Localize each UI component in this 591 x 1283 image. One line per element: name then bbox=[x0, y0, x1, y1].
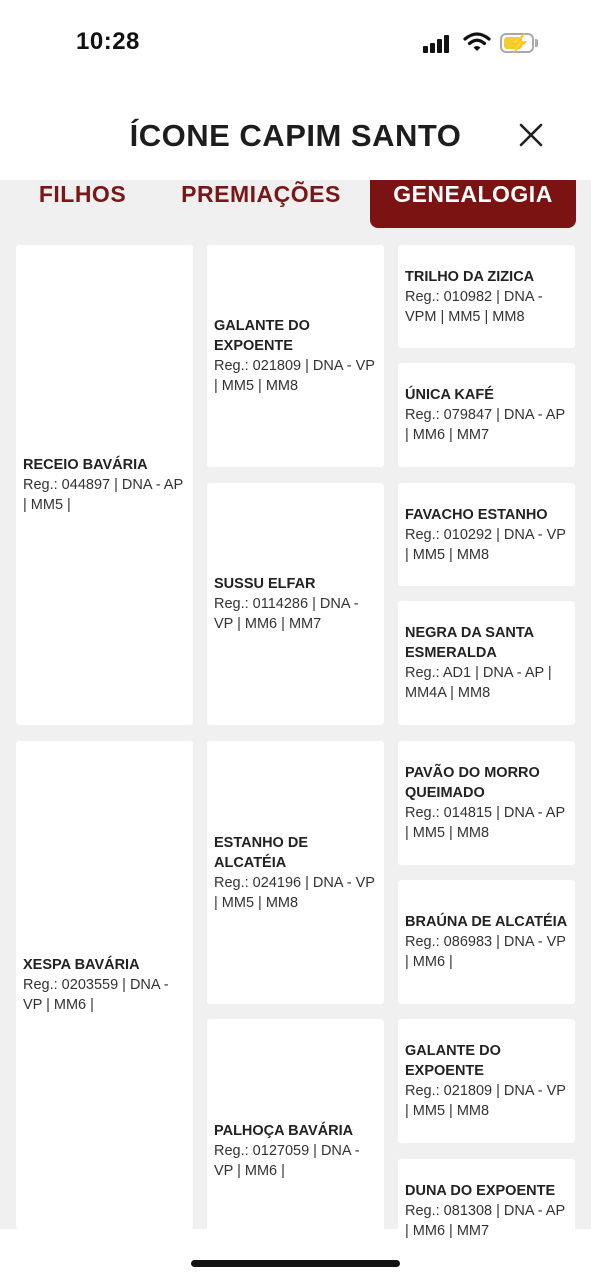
animal-name: PALHOÇA BAVÁRIA bbox=[214, 1122, 354, 1139]
animal-registry: Reg.: 0203559 | DNA - VP | MM6 | bbox=[23, 977, 169, 1013]
pedigree-card-great-grandparent[interactable] bbox=[398, 245, 575, 348]
pedigree-card-parent[interactable] bbox=[16, 245, 193, 725]
animal-registry: Reg.: 079847 | DNA - AP | MM6 | MM7 bbox=[405, 407, 565, 443]
animal-name: ESTANHO DE ALCATÉIA bbox=[214, 834, 308, 871]
pedigree-card-great-grandparent[interactable] bbox=[398, 483, 575, 586]
animal-name: RECEIO BAVÁRIA bbox=[23, 457, 148, 473]
signal-icon bbox=[423, 35, 453, 53]
animal-name: FAVACHO ESTANHO bbox=[405, 506, 548, 523]
modal-header bbox=[0, 90, 591, 182]
wifi-icon bbox=[463, 31, 491, 53]
animal-registry: Reg.: 010982 | DNA - VPM | MM5 | MM8 bbox=[405, 288, 543, 325]
tab-bar bbox=[0, 180, 591, 233]
status-time: 10:28 bbox=[76, 28, 140, 55]
animal-registry: Reg.: 021809 | DNA - VP | MM5 | MM8 bbox=[214, 358, 375, 394]
pedigree-card-great-grandparent[interactable] bbox=[398, 741, 575, 865]
animal-name: XESPA BAVÁRIA bbox=[23, 957, 140, 973]
animal-name: DUNA DO EXPOENTE bbox=[405, 1183, 556, 1199]
pedigree-card-grandparent[interactable] bbox=[207, 741, 384, 1004]
pedigree-card-parent[interactable] bbox=[16, 741, 193, 1229]
battery-charging-icon: ⚡ bbox=[500, 33, 534, 53]
animal-name: SUSSU ELFAR bbox=[214, 576, 316, 592]
close-icon bbox=[510, 114, 552, 156]
pedigree-card-great-grandparent[interactable] bbox=[398, 363, 575, 467]
animal-registry: Reg.: 010292 | DNA - VP | MM5 | MM8 bbox=[405, 526, 566, 563]
animal-name: ÚNICA KAFÉ bbox=[405, 387, 494, 403]
pedigree-card-grandparent[interactable] bbox=[207, 1019, 384, 1282]
animal-name: PAVÃO DO MORRO QUEIMADO bbox=[405, 765, 540, 801]
animal-name: BRAÚNA DE ALCATÉIA bbox=[405, 914, 568, 930]
animal-registry: Reg.: 086983 | DNA - VP | MM6 | bbox=[405, 934, 566, 970]
battery-tip bbox=[535, 39, 538, 47]
animal-registry: Reg.: 081308 | DNA - AP | MM6 | MM7 bbox=[405, 1203, 565, 1239]
tab-genealogia[interactable]: GENEALOGIA bbox=[370, 180, 576, 228]
pedigree-card-grandparent[interactable] bbox=[207, 483, 384, 725]
animal-registry: Reg.: 014815 | DNA - AP | MM5 | MM8 bbox=[405, 805, 565, 841]
animal-registry: Reg.: AD1 | DNA - AP | MM4A | MM8 bbox=[405, 665, 552, 701]
status-bar bbox=[0, 0, 591, 90]
animal-name: NEGRA DA SANTA ESMERALDA bbox=[405, 625, 534, 661]
animal-name: GALANTE DO EXPOENTE bbox=[405, 1043, 501, 1079]
animal-registry: Reg.: 024196 | DNA - VP | MM5 | MM8 bbox=[214, 874, 375, 911]
pedigree-tree bbox=[0, 233, 591, 1239]
home-indicator[interactable] bbox=[191, 1260, 400, 1267]
close-button[interactable] bbox=[510, 114, 552, 156]
page-title: ÍCONE CAPIM SANTO bbox=[129, 118, 462, 153]
pedigree-card-great-grandparent[interactable] bbox=[398, 880, 575, 1004]
pedigree-card-great-grandparent[interactable] bbox=[398, 1019, 575, 1143]
tab-filhos[interactable]: FILHOS bbox=[38, 181, 127, 207]
animal-registry: Reg.: 021809 | DNA - VP | MM5 | MM8 bbox=[405, 1083, 566, 1119]
pedigree-card-great-grandparent[interactable] bbox=[398, 1159, 575, 1283]
pedigree-card-great-grandparent[interactable] bbox=[398, 601, 575, 725]
pedigree-card-grandparent[interactable] bbox=[207, 245, 384, 467]
animal-registry: Reg.: 0127059 | DNA - VP | MM6 | bbox=[214, 1142, 360, 1179]
tab-premiacoes[interactable]: PREMIAÇÕES bbox=[181, 181, 341, 207]
animal-registry: Reg.: 044897 | DNA - AP | MM5 | bbox=[23, 477, 183, 513]
animal-name: TRILHO DA ZIZICA bbox=[405, 268, 535, 285]
animal-name: GALANTE DO EXPOENTE bbox=[214, 318, 310, 354]
animal-registry: Reg.: 0114286 | DNA - VP | MM6 | MM7 bbox=[214, 596, 359, 632]
